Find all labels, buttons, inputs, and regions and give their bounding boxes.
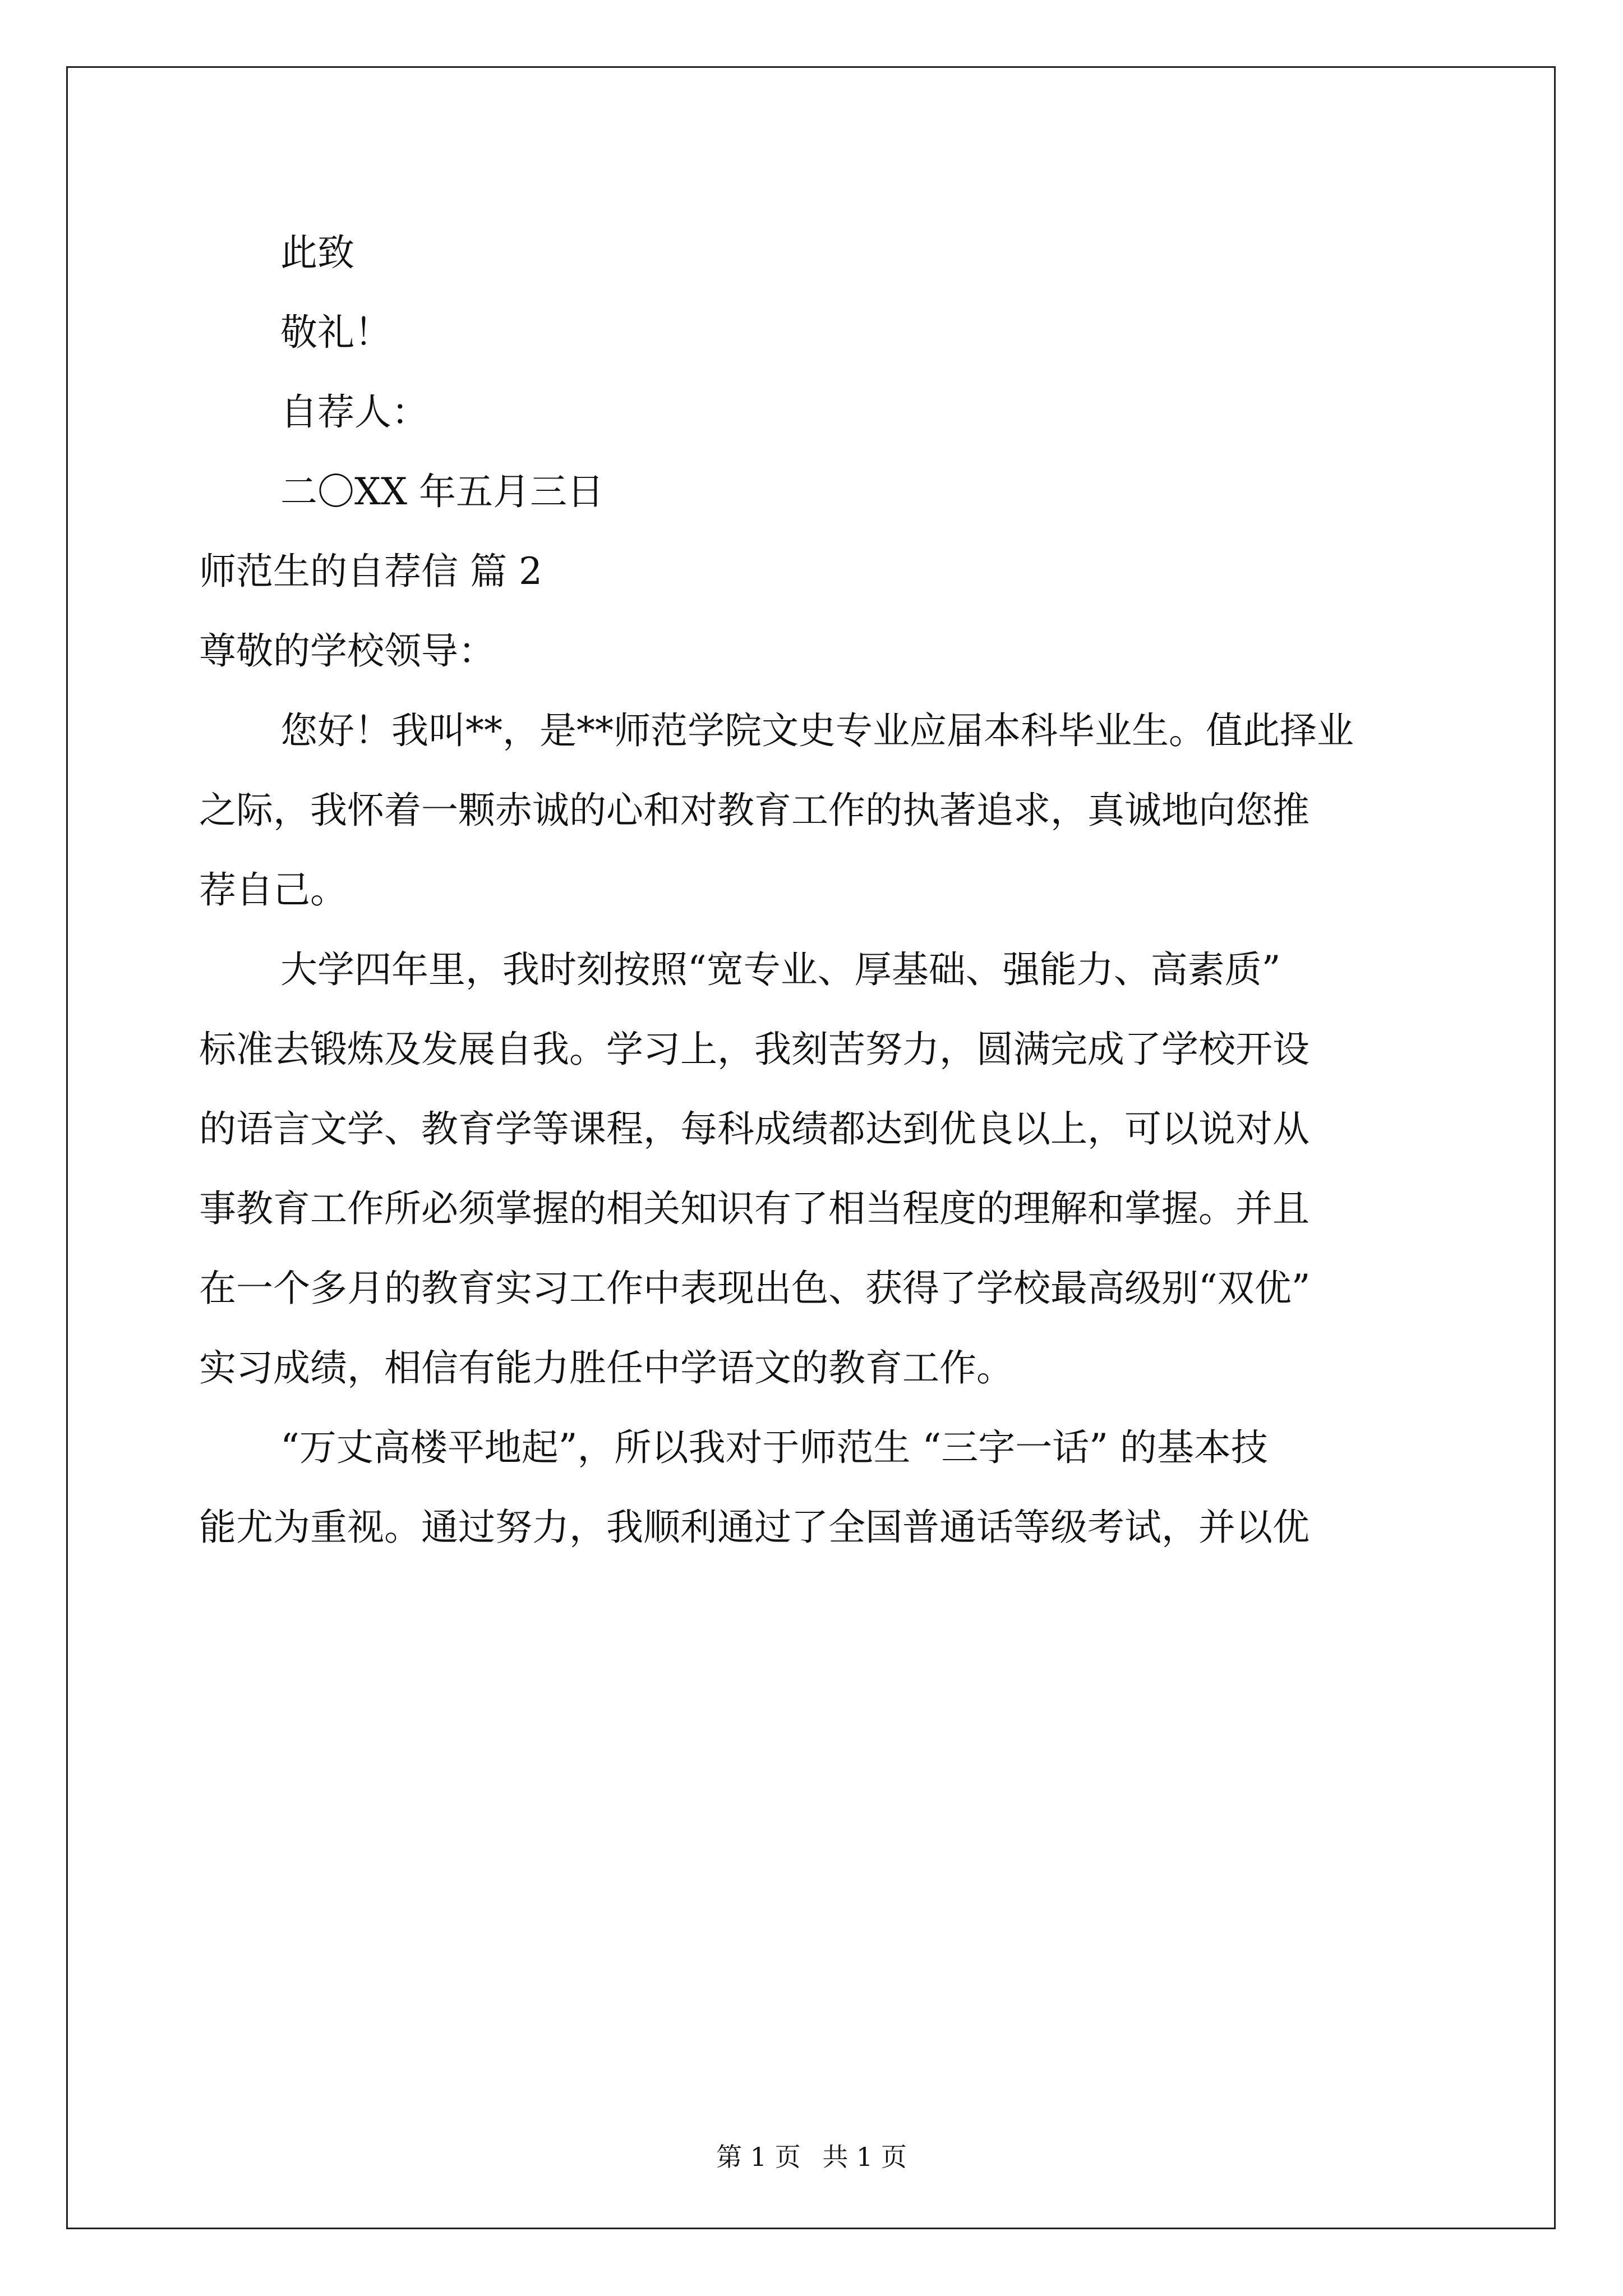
paragraph-line: 事教育工作所必须掌握的相关知识有了相当程度的理解和掌握。并且 <box>199 1187 1310 1230</box>
paragraph-line: 您好！我叫**，是**师范学院文史专业应届本科毕业生。值此择业 <box>280 709 1354 752</box>
paragraph-line: 能尤为重视。通过努力，我顺利通过了全国普通话等级考试，并以优 <box>199 1506 1310 1549</box>
letter-date: 二〇XX 年五月三日 <box>280 470 604 513</box>
page-number: 第 1 页 <box>716 2142 801 2172</box>
page-total: 共 1 页 <box>822 2142 907 2172</box>
page-footer <box>0 2144 1623 2170</box>
paragraph-line: 之际，我怀着一颗赤诚的心和对教育工作的执著追求，真诚地向您推 <box>199 789 1310 832</box>
paragraph-line: “万丈高楼平地起”，所以我对于师范生 “三字一话” 的基本技 <box>280 1426 1268 1469</box>
paragraph-line: 荐自己。 <box>199 868 347 912</box>
paragraph-line: 标准去锻炼及发展自我。学习上，我刻苦努力，圆满完成了学校开设 <box>199 1028 1310 1071</box>
section-title: 师范生的自荐信 篇 2 <box>199 550 542 593</box>
greeting: 尊敬的学校领导： <box>199 629 495 673</box>
signature-label: 自荐人： <box>280 390 428 434</box>
paragraph-line: 在一个多月的教育实习工作中表现出色、获得了学校最高级别“双优” <box>199 1267 1311 1310</box>
paragraph-line: 的语言文学、教育学等课程，每科成绩都达到优良以上，可以说对从 <box>199 1107 1310 1151</box>
paragraph-line: 大学四年里，我时刻按照“宽专业、厚基础、强能力、高素质” <box>280 948 1281 991</box>
closing-regards: 敬礼！ <box>280 311 391 354</box>
closing-salutation: 此致 <box>280 231 354 274</box>
paragraph-line: 实习成绩，相信有能力胜任中学语文的教育工作。 <box>199 1346 1013 1389</box>
